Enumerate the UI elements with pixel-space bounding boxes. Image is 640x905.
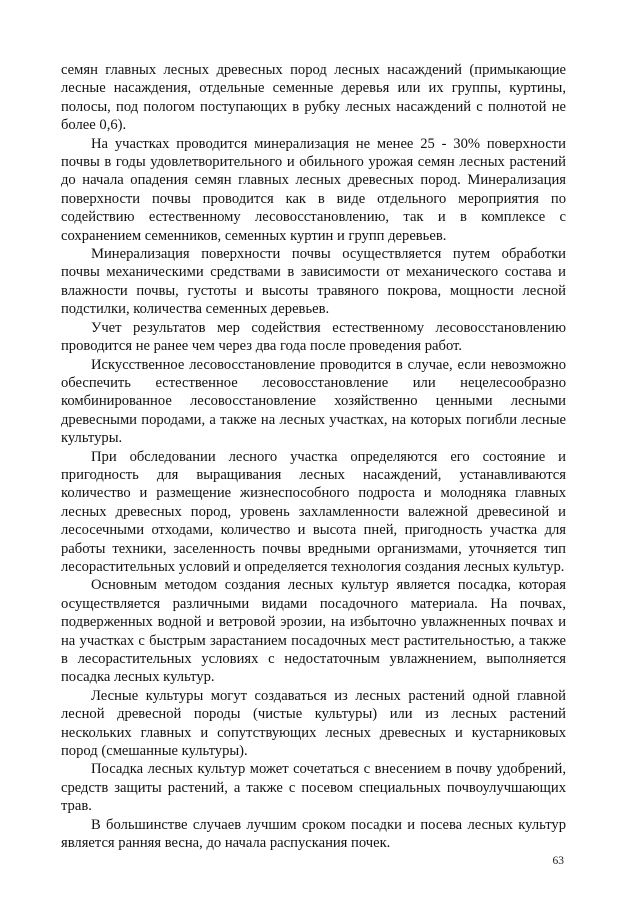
paragraph-results-accounting: Учет результатов мер содействия естественному лесовосстановлению проводится не ранее чем через два года после проведения работ. — [61, 319, 566, 355]
paragraph-pure-mixed-cultures: Лесные культуры могут создаваться из лесных растений одной главной лесной древесной породы (чистые культуры) или из лесных растений нескольких главных и сопутствующих лесных древесных и кустарниковых пород (смешанные культуры). — [61, 687, 566, 760]
paragraph-mineralization-scope: На участках проводится минерализация не менее 25 - 30% поверхности почвы в годы удовлетворительного и обильного урожая семян лесных растений до начала опадения семян главных лесных древесных пород. Минерализация поверхности почвы проводится как в виде отдельного мероприятия по содействию естественному лесовосстановлению, так и в комплексе с сохранением семенников, семенных куртин и групп деревьев. — [61, 135, 566, 244]
paragraph-planting-season: В большинстве случаев лучшим сроком посадки и посева лесных культур является ранняя весна, до начала распускания почек. — [61, 816, 566, 852]
paragraph-artificial-reforestation: Искусственное лесовосстановление проводится в случае, если невозможно обеспечить естественное лесовосстановление или нецелесообразно комбинированное лесовосстановление хозяйственно ценными лесными древесными породами, а также на лесных участках, на которых погибли лесные культуры. — [61, 356, 566, 447]
paragraph-fertilizers: Посадка лесных культур может сочетаться с внесением в почву удобрений, средств защиты растений, а также с посевом специальных почвоулучшающих трав. — [61, 761, 566, 815]
paragraph-mineralization-method: Минерализация поверхности почвы осуществляется путем обработки почвы механическими средствами в зависимости от механического состава и влажности почвы, густоты и высоты травяного покрова, мощности лесной подстилки, количества семенных деревьев. — [61, 246, 566, 318]
paragraph-planting-method: Основным методом создания лесных культур является посадка, которая осуществляется различными видами посадочного материала. На почвах, подверженных водной и ветровой эрозии, на избыточно увлажненных почвах и на участках с быстрым зарастанием посадочных мест растительностью, а также в лесорастительных условиях с недостаточным увлажнением, выполняется посадка лесных культур. — [61, 577, 566, 686]
paragraph-continuation: семян главных лесных древесных пород лесных насаждений (примыкающие лесные насаждения, отдельные семенные деревья или их группы, куртины, полосы, под пологом поступающих в рубку лесных насаждений с полнотой не более 0,6). — [61, 62, 566, 134]
paragraph-site-survey: При обследовании лесного участка определяются его состояние и пригодность для выращивания лесных насаждений, устанавливаются количество и размещение жизнеспособного подроста и молодняка главных лесных древесных пород, уровень захламленности валежной древесиной и лесосечными отходами, количество и высота пней, пригодность участка для работы техники, заселенность почвы вредными организмами, уточняется тип лесорастительных условий и определяется технология создания лесных культур. — [61, 448, 566, 575]
page-number: 63 — [552, 855, 564, 867]
body-text — [61, 61, 566, 852]
